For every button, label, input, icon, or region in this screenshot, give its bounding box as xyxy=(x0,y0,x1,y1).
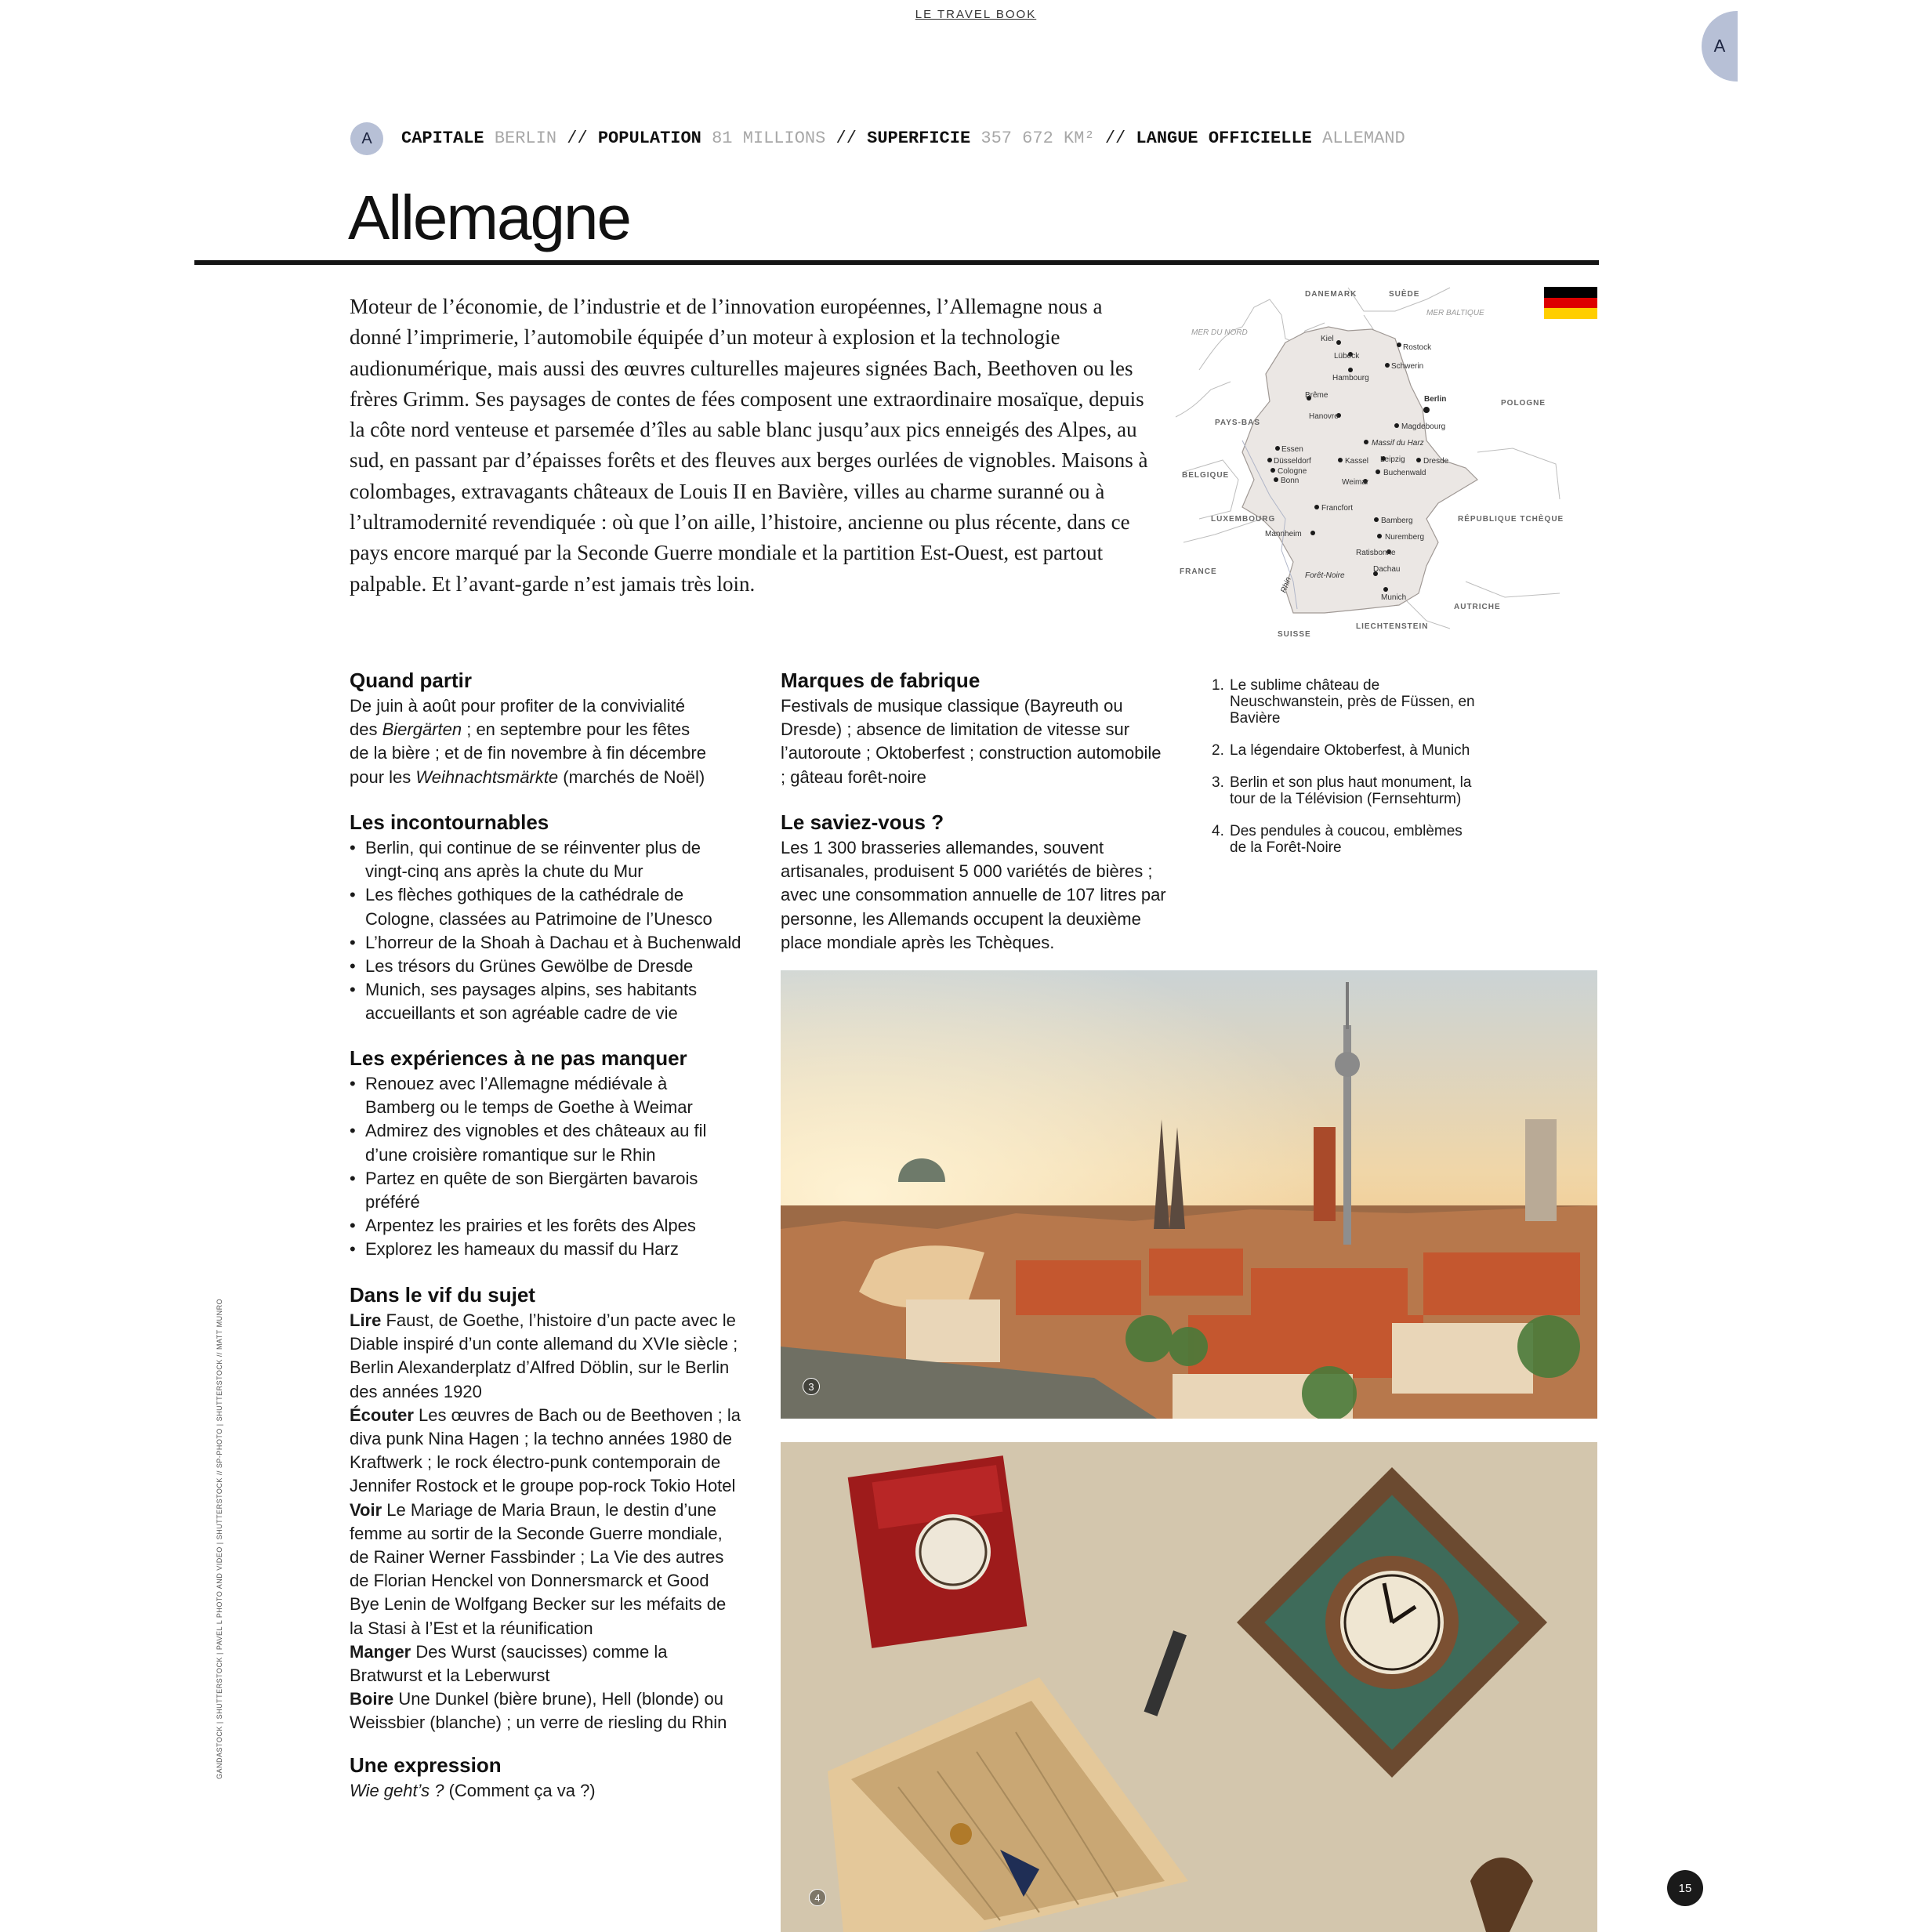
map-label-city: Massif du Harz xyxy=(1372,439,1424,448)
text-run-italic: Biergärten xyxy=(382,720,462,740)
section-heading: Dans le vif du sujet xyxy=(350,1283,535,1307)
map-label-city: Munich xyxy=(1381,593,1407,602)
caption-number: 1. xyxy=(1212,677,1224,694)
map-label-city: Kassel xyxy=(1345,457,1369,466)
title-rule xyxy=(194,260,1599,265)
map-label-country: PAYS-BAS xyxy=(1215,419,1261,427)
list-item: • Admirez des vignobles et des châteaux au fil d’une croisière romantique sur le Rhin xyxy=(350,1119,741,1166)
photo-cuckoo-clocks xyxy=(781,1442,1597,1932)
caption-text: Le sublime château de Neuschwanstein, près de Füssen, en Bavière xyxy=(1230,677,1475,727)
list-item: • Les flèches gothiques de la cathédrale de Cologne, classées au Patrimoine de l’Unesco xyxy=(350,883,741,930)
map-label-city: Schwerin xyxy=(1391,362,1424,371)
intro-paragraph: Moteur de l’économie, de l’industrie et de l’innovation européennes, l’Allemagne nous a donné l’imprimerie, l’automobile équipée d’un moteur à explosion et la technologie audionumérique, mais aussi des œuvres culturelles majeures signées Bach, Beethoven ou les frères Grimm. Ses paysages de contes de fées composent une extraordinaire mosaïque, depuis la côte nord venteuse et parsemée d’îles au sable blanc jusqu’aux pics enneigés des Alpes, au sud, en passant par d’épaisses forêts et des fleuves aux berges ourlées de vignobles. Maisons à colombages, extravagants châteaux de Louis II en Bavière, villes au charme suranné ou à l’ultramodernité revendiquée : où que l’on aille, l’histoire, ancienne ou plus récente, dans ce pays encore marqué par la Seconde Guerre mondiale et la partition Est-Ouest, est partout palpable. Et l’avant-garde n’est jamais très loin. xyxy=(350,295,1148,596)
map-label-city: Leipzig xyxy=(1380,455,1405,464)
section-tab: A xyxy=(1702,11,1738,82)
page-number: 15 xyxy=(1667,1870,1703,1906)
quand-partir-line xyxy=(350,694,765,718)
caption-text: Des pendules à coucou, emblèmes de la Forêt-Noire xyxy=(1230,823,1463,856)
map-label-city: Bonn xyxy=(1281,477,1299,485)
entry-text: Des Wurst (saucisses) comme la Bratwurst et la Leberwurst xyxy=(350,1641,668,1686)
entry-text: Une Dunkel (bière brune), Hell (blonde) ou Weissbier (blanche) ; un verre de riesling du Rhin xyxy=(350,1689,727,1733)
map-label-sea: MER DU NORD xyxy=(1191,328,1248,337)
letter-badge: A xyxy=(350,122,383,155)
entry-text: Le Mariage de Maria Braun, le destin d’une femme au sortir de la Seconde Guerre mondiale, de Rainer Werner Fassbinder ; La Vie des autres de Florian Henckel von Donnersmarck et Good Bye Lenin de Wolfgang Becker sur les méfaits de la Stasi à l’Est et la réunification xyxy=(350,1499,727,1638)
map-label-country: LUXEMBOURG xyxy=(1211,515,1276,524)
map-label-country: RÉPUBLIQUE TCHÈQUE xyxy=(1458,515,1564,524)
population-label: POPULATION xyxy=(597,129,701,148)
entry-manger xyxy=(350,1640,741,1687)
bullet-list xyxy=(350,1072,741,1262)
map-label-city: Hanovre xyxy=(1309,412,1339,421)
list-item: • Explorez les hameaux du massif du Harz xyxy=(350,1238,741,1261)
map-label-country: POLOGNE xyxy=(1501,399,1546,408)
map-label-country: SUISSE xyxy=(1278,630,1311,639)
separator: // xyxy=(1104,129,1126,148)
superficie-label: SUPERFICIE xyxy=(867,129,971,148)
map-label-city: Forêt-Noire xyxy=(1305,571,1345,580)
text-run-italic: Weihnachtsmärkte xyxy=(415,767,559,787)
map-label-city: Buchenwald xyxy=(1383,469,1426,477)
entry-voir xyxy=(350,1499,741,1640)
text-run: de la bière ; et de fin novembre à fin décembre xyxy=(350,743,706,763)
list-item: • Renouez avec l’Allemagne médiévale à Bamberg ou le temps de Goethe à Weimar xyxy=(350,1072,741,1119)
map-label-country: BELGIQUE xyxy=(1182,471,1230,480)
text-run: pour les xyxy=(350,767,416,787)
entry-label: Lire xyxy=(350,1310,382,1330)
list-item: • Berlin, qui continue de se réinventer plus de vingt-cinq ans après la chute du Mur xyxy=(350,836,741,883)
facts-line xyxy=(401,129,1405,148)
caption-item xyxy=(1212,823,1478,856)
text-run: des xyxy=(350,720,382,740)
section-heading: Le saviez-vous ? xyxy=(781,810,944,834)
credits-text: GANDASTOCK | SHUTTERSTOCK | PAVEL L PHOTO AND VIDEO | SHUTTERSTOCK // SP-PHOTO | SHUTTERSTOCK // MATT MUNRO xyxy=(216,1298,223,1779)
map-label-city: Essen xyxy=(1281,445,1303,454)
separator: // xyxy=(836,129,857,148)
section-marques xyxy=(781,668,1165,789)
section-text: Festivals de musique classique (Bayreuth ou Dresde) ; absence de limitation de vitesse sur l’autoroute ; Oktoberfest ; construction automobile ; gâteau forêt-noire xyxy=(781,696,1162,787)
photo-berlin xyxy=(781,970,1597,1419)
caption-item xyxy=(1212,677,1478,727)
map-label-city: Magdebourg xyxy=(1401,422,1446,431)
map-label-city: Mannheim xyxy=(1265,530,1302,538)
separator: // xyxy=(567,129,588,148)
map-label-city: Cologne xyxy=(1278,467,1307,476)
map-label-country: DANEMARK xyxy=(1305,290,1357,299)
map-label-city: Düsseldorf xyxy=(1274,457,1311,466)
expression-phrase: Wie geht’s ? xyxy=(350,1781,444,1800)
caption-text: La légendaire Oktoberfest, à Munich xyxy=(1230,742,1470,759)
germany-map xyxy=(1168,284,1564,644)
section-vif-du-sujet xyxy=(350,1282,741,1735)
langue-label: LANGUE OFFICIELLE xyxy=(1136,129,1312,148)
list-item: • Partez en quête de son Biergärten bavarois préféré xyxy=(350,1167,741,1214)
page-title: Allemagne xyxy=(348,183,631,252)
section-text: Les 1 300 brasseries allemandes, souvent artisanales, produisent 5 000 variétés de bières ; avec une consommation annuelle de 107 litres par personne, les Allemands occupent la deuxième place mondiale après les Tchèques. xyxy=(781,838,1166,952)
caption-number: 3. xyxy=(1212,774,1224,791)
quand-partir-line xyxy=(350,741,765,765)
caption-item xyxy=(1212,774,1478,807)
list-item: • Arpentez les prairies et les forêts des Alpes xyxy=(350,1214,741,1238)
map-label-city: Bamberg xyxy=(1381,517,1413,525)
entry-text: Faust, de Goethe, l’histoire d’un pacte avec le Diable inspiré d’un conte allemand du XVIe siècle ; Berlin Alexanderplatz d’Alfred Döblin, sur le Berlin des années 1920 xyxy=(350,1310,738,1401)
map-label-sea: MER BALTIQUE xyxy=(1426,309,1484,317)
map-label-country: FRANCE xyxy=(1180,567,1217,576)
map-label-country: LIECHTENSTEIN xyxy=(1356,622,1429,631)
section-heading: Une expression xyxy=(350,1753,502,1777)
caption-number: 4. xyxy=(1212,823,1224,839)
section-heading: Quand partir xyxy=(350,669,473,692)
entry-label: Voir xyxy=(350,1499,382,1520)
map-label-city: Weimar xyxy=(1342,478,1369,487)
map-label-city: Lübeck xyxy=(1334,352,1360,361)
superficie-value: 357 672 KM² xyxy=(980,129,1095,148)
section-heading: Marques de fabrique xyxy=(781,669,980,692)
section-expression xyxy=(350,1753,765,1803)
entry-text: Les œuvres de Bach ou de Beethoven ; la diva punk Nina Hagen ; la techno années 1980 de Kraftwerk ; le rock électro-punk contemporain de Jennifer Rostock et le groupe pop-rock Tokio Hotel xyxy=(350,1405,741,1496)
capitale-value: BERLIN xyxy=(494,129,557,148)
caption-text: Berlin et son plus haut monument, la tour de la Télévision (Fernsehturm) xyxy=(1230,774,1472,807)
map-label-city: Francfort xyxy=(1321,504,1354,513)
photo-credits xyxy=(216,1293,231,1779)
text-run: De juin à août pour profiter de la convivialité xyxy=(350,696,686,716)
quand-partir-line xyxy=(350,766,765,789)
bullet-list xyxy=(350,836,741,1026)
section-incontournables xyxy=(350,810,741,1026)
entry-label: Boire xyxy=(350,1689,394,1709)
map-label-city: Dresde xyxy=(1423,457,1449,466)
map-label-city: Berlin xyxy=(1424,395,1447,404)
map-label-city: Hambourg xyxy=(1332,374,1369,382)
map-label-city: Dachau xyxy=(1373,565,1401,574)
photo-number: 4 xyxy=(809,1889,826,1906)
photo-captions xyxy=(1212,677,1478,872)
list-item: • Les trésors du Grünes Gewölbe de Dresde xyxy=(350,955,741,978)
caption-item xyxy=(1212,742,1478,759)
list-item: • L’horreur de la Shoah à Dachau et à Buchenwald xyxy=(350,931,741,955)
caption-number: 2. xyxy=(1212,742,1224,759)
map-label-river: Rhin xyxy=(1279,575,1293,595)
section-heading: Les incontournables xyxy=(350,810,549,834)
text-run: ; en septembre pour les fêtes xyxy=(462,720,691,740)
entry-ecouter xyxy=(350,1404,741,1499)
list-item: • Munich, ses paysages alpins, ses habitants accueillants et son agréable cadre de vie xyxy=(350,978,741,1025)
map-label-city: Brême xyxy=(1305,391,1328,400)
map-label-city: Nuremberg xyxy=(1385,533,1425,542)
expression-translation: (Comment ça va ?) xyxy=(444,1781,596,1800)
map-label-city: Kiel xyxy=(1321,335,1334,343)
entry-label: Écouter xyxy=(350,1405,414,1425)
photo-number: 3 xyxy=(803,1378,820,1395)
section-saviez-vous xyxy=(781,810,1176,955)
map-label-country: SUÈDE xyxy=(1389,290,1420,299)
map-label-city: Ratisbonne xyxy=(1356,549,1396,557)
langue-value: ALLEMAND xyxy=(1322,129,1405,148)
map-label-city: Rostock xyxy=(1403,343,1432,352)
population-value: 81 MILLIONS xyxy=(712,129,826,148)
section-experiences xyxy=(350,1046,741,1262)
running-title: LE TRAVEL BOOK xyxy=(915,8,1037,21)
entry-lire xyxy=(350,1309,741,1404)
expression-line xyxy=(350,1779,765,1803)
map-label-country: AUTRICHE xyxy=(1454,603,1501,611)
section-heading: Les expériences à ne pas manquer xyxy=(350,1046,687,1070)
entry-label: Manger xyxy=(350,1641,411,1662)
entry-boire xyxy=(350,1687,741,1734)
capitale-label: CAPITALE xyxy=(401,129,484,148)
quand-partir-line xyxy=(350,718,765,741)
section-quand-partir xyxy=(350,668,765,789)
text-run: (marchés de Noël) xyxy=(558,767,705,787)
